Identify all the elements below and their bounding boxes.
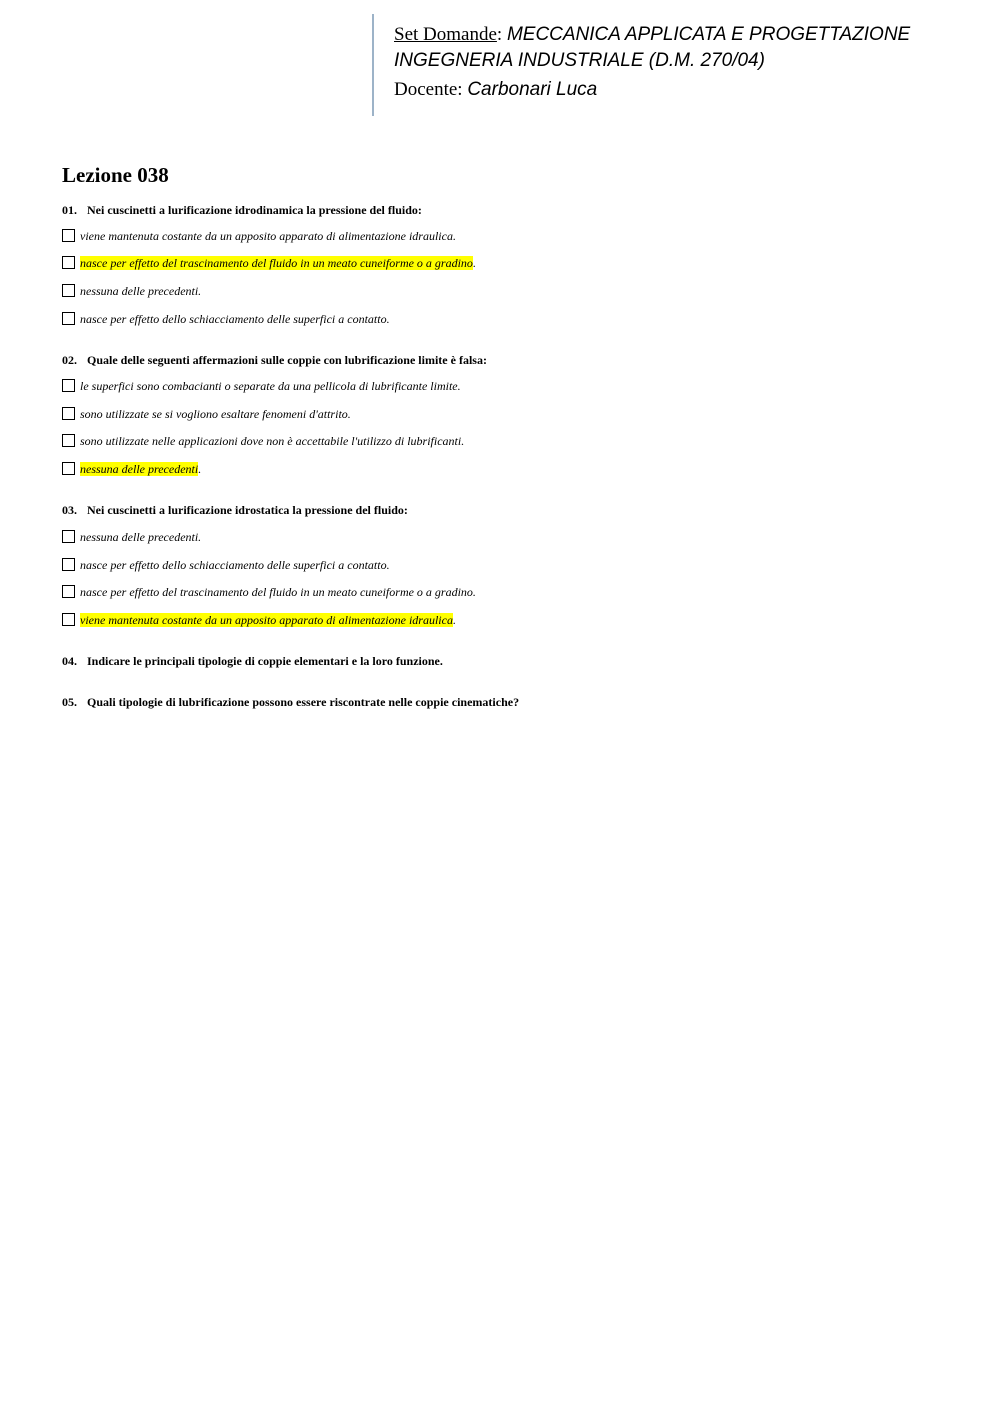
answer-checkbox[interactable]	[62, 256, 75, 269]
answer-checkbox[interactable]	[62, 284, 75, 297]
question-03	[62, 502, 408, 518]
question-text: Indicare le principali tipologie di coppie elementari e la loro funzione.	[87, 654, 443, 668]
answer-checkbox[interactable]	[62, 229, 75, 242]
highlighted-answer: nasce per effetto del trascinamento del fluido in un meato cuneiforme o a gradino	[80, 256, 473, 270]
answer-suffix: .	[198, 462, 202, 476]
course-title-line-2: INGEGNERIA INDUSTRIALE (D.M. 270/04)	[394, 50, 765, 71]
question-number: 01.	[62, 203, 77, 217]
answer-text: nessuna delle precedenti.	[80, 530, 202, 544]
answer-checkbox[interactable]	[62, 585, 75, 598]
answer-checkbox[interactable]	[62, 530, 75, 543]
lesson-title: Lezione 038	[62, 163, 169, 187]
answer-checkbox[interactable]	[62, 379, 75, 392]
answer-checkbox[interactable]	[62, 462, 75, 475]
highlighted-answer: nessuna delle precedenti	[80, 462, 199, 476]
question-text: Quale delle seguenti affermazioni sulle coppie con lubrificazione limite è falsa:	[87, 353, 487, 367]
question-05	[62, 694, 519, 710]
set-colon: :	[496, 24, 503, 45]
question-02	[62, 352, 487, 368]
course-title-line-1: MECCANICA APPLICATA E PROGETTAZIONE	[506, 24, 911, 45]
question-text: Quali tipologie di lubrificazione possono essere riscontrate nelle coppie cinematiche?	[87, 695, 520, 709]
answer-checkbox[interactable]	[62, 434, 75, 447]
answer-text	[80, 255, 476, 271]
answer-text: nasce per effetto del trascinamento del fluido in un meato cuneiforme o a gradino.	[80, 585, 476, 599]
answer-text	[80, 612, 456, 628]
answer-text	[80, 461, 201, 477]
question-text: Nei cuscinetti a lurificazione idrodinamica la pressione del fluido:	[87, 203, 422, 217]
highlighted-answer: viene mantenuta costante da un apposito apparato di alimentazione idraulica	[80, 613, 453, 627]
document-header	[372, 14, 974, 116]
answer-checkbox[interactable]	[62, 312, 75, 325]
answer-checkbox[interactable]	[62, 613, 75, 626]
set-label: Set Domande	[394, 24, 497, 45]
answer-text: viene mantenuta costante da un apposito apparato di alimentazione idraulica.	[80, 229, 456, 243]
answer-text: nessuna delle precedenti.	[80, 284, 202, 298]
answer-text: sono utilizzate nelle applicazioni dove non è accettabile l'utilizzo di lubrificanti.	[80, 434, 465, 448]
question-text: Nei cuscinetti a lurificazione idrostatica la pressione del fluido:	[87, 503, 408, 517]
teacher-line	[394, 77, 597, 103]
question-number: 05.	[62, 695, 77, 709]
teacher-label: Docente:	[394, 79, 463, 100]
answer-checkbox[interactable]	[62, 558, 75, 571]
answer-text: le superfici sono combacianti o separate da una pellicola di lubrificante limite.	[80, 379, 461, 393]
answer-checkbox[interactable]	[62, 407, 75, 420]
teacher-name: Carbonari Luca	[467, 79, 598, 100]
question-04	[62, 653, 443, 669]
question-number: 03.	[62, 503, 77, 517]
answer-suffix: .	[472, 256, 476, 270]
question-01	[62, 202, 422, 218]
answer-text: sono utilizzate se si vogliono esaltare fenomeni d'attrito.	[80, 407, 351, 421]
question-number: 02.	[62, 353, 77, 367]
question-number: 04.	[62, 654, 77, 668]
answer-suffix: .	[452, 613, 456, 627]
course-line-2	[394, 48, 765, 74]
course-line-1	[394, 22, 910, 48]
answer-text: nasce per effetto dello schiacciamento delle superfici a contatto.	[80, 558, 390, 572]
answer-text: nasce per effetto dello schiacciamento delle superfici a contatto.	[80, 312, 390, 326]
